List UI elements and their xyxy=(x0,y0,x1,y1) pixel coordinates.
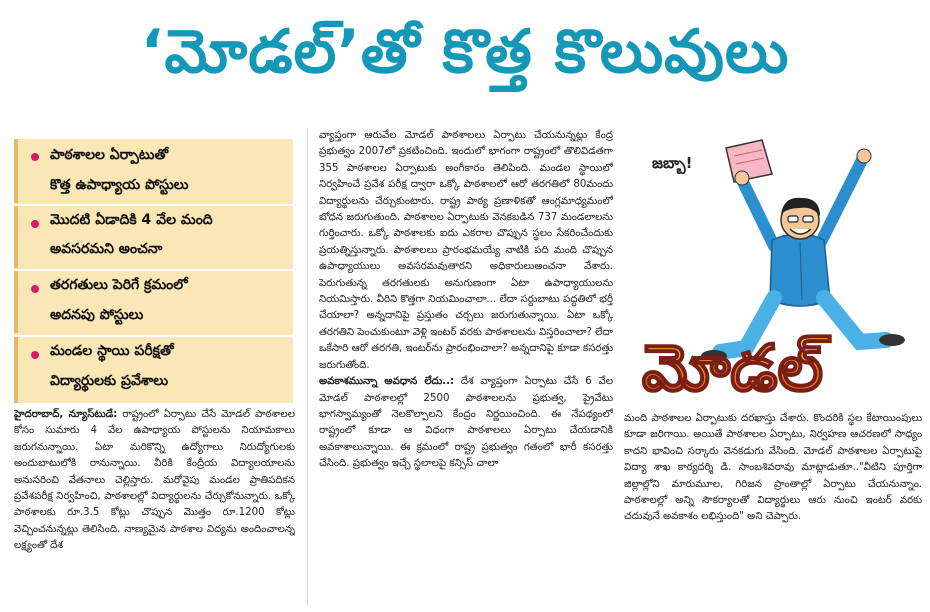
exclaim-text: జబ్బా! xyxy=(652,154,693,172)
highlights-box xyxy=(14,139,293,403)
highlight-item xyxy=(14,271,293,333)
model-word: మోడల్ xyxy=(642,332,823,405)
article-text: రాష్ట్రంలో ఏర్పాటు చేసే మోడల్ పాఠశాలల కోసం సుమారు 4 వేల ఉపాధ్యాయ పోస్టులను నియామకాలు జరుగనున్నాయి. ఏటా మరికొన్ని ఉద్యోగాలు నిరుద్యోగులకు అందుబాటులోకి రానున్నాయి. వీరికి కేంద్రీయ విద్యాలయాలను అనుసరించి వేతనాలు చెల్లిస్తారు. మరోవైపు మండల ప్రాతిపదికన ప్రవేశపరీక్ష నిర్వహించి, పాఠశాలల్లో విద్యార్థులను చేర్చుకోనున్నారు. ఒక్కో పాఠశాలకు రూ.3.5 కోట్లు చొప్పున మొత్తం రూ.1200 కోట్లు వెచ్చించనున్నట్లు తెలిసింది. నాణ్యమైన పాఠశాల విద్యను అందించాలన్న లక్ష్యంతో దేశ xyxy=(14,409,295,552)
article-column-1 xyxy=(14,407,295,607)
person-figure xyxy=(701,149,905,362)
column-divider xyxy=(307,128,308,606)
highlight-item xyxy=(14,139,293,203)
headline xyxy=(0,0,930,118)
bullet-icon xyxy=(31,351,39,359)
article-text: దేశ వ్యాప్తంగా ఏర్పాటు చేసే 6 వేల మోడల్ పాఠశాలల్లో 2500 పాఠశాలలను ప్రభుత్వ, ప్రైవేటు భాగస్వామ్యంతో నెలకొల్పాలని కేంద్రం నిర్ణయించింది. ఈ నేపథ్యంలో రాష్ట్రంలో కూడా ఆ విధంగా పాఠశాలలు ఏర్పాటు చేయడానికి అవకాశాలున్నాయి. ఈ క్రమంలో రాష్ట్ర ప్రభుత్వం గతంలో భారీ కసరత్తు చేసింది. ప్రభుత్వం ఇచ్చే స్థలాలపై కన్సిస్ చాలా xyxy=(319,376,613,470)
highlight-line: మండల స్థాయి పరీక్షతో xyxy=(50,343,174,359)
article-column-3 xyxy=(624,411,922,607)
highlight-item xyxy=(14,337,293,403)
highlight-line: విద్యార్థులకు ప్రవేశాలు xyxy=(50,373,169,389)
highlight-line: మొదటి ఏడాదికి 4 వేల మంది xyxy=(50,212,213,228)
subheading: అవకాశమున్నా అవధాన లేదు..: xyxy=(319,376,455,388)
bullet-icon xyxy=(31,285,39,293)
bullet-icon xyxy=(31,153,39,161)
bullet-icon xyxy=(31,220,39,228)
highlight-line: కొత్త ఉపాధ్యాయ పోస్టులు xyxy=(50,177,189,193)
highlight-line: అదనపు పోస్టులు xyxy=(50,307,144,323)
headline-text: ‘మోడల్’తో కొత్త కొలువులు xyxy=(140,17,790,87)
article-column-2 xyxy=(319,128,613,607)
dateline: హైదరాబాద్, న్యూస్‌టుడే: xyxy=(14,409,118,420)
model-cartoon xyxy=(624,128,922,405)
article-text: వ్యాప్తంగా ఆరువేల మోడల్ పాఠశాలలు ఏర్పాటు చేయనున్నట్లు కేంద్ర ప్రభుత్వం 2007లో ప్రకటించింది. ఇందులో భాగంగా రాష్ట్రంలో తొలివిడతగా 355 పాఠశాలల ఏర్పాటుకు అంగీకారం తెలిపింది. మండల స్థాయిలో నిర్వహించే ప్రవేశ పరీక్ష ద్వారా ఒక్కో పాఠశాలలో ఆరో తరగతిలో 80మందు విద్యార్థులను చేర్చుకుంటారు. రాష్ట్ర పాఠ్య ప్రణాళికతో ఆంగ్లమాధ్యమంలో బోధన జరుగుతుంది. పాఠశాలల ఏర్పాటుకు వెనకబడిన 737 మండలాలను గుర్తించారు. ఒక్కో పాఠశాలకు ఐదు ఎకరాల చొప్పున స్థలం సేకరించేందుకు ప్రయత్నిస్తున్నారు. పాఠశాలలు ప్రారంభమయ్యే నాటికి పది మంది చొప్పున ఉపాధ్యాయులు అవసరమవుతారని అధికారులుఅంచనా వేశారు. పెరుగుతున్న తరగతులకు అనుగుణంగా ఏటా ఉపాధ్యాయులను నియమిస్తారు. వీరిని కొత్తగా నియమించాలా... లేదా సర్దుబాటు పద్ధతిలో భర్తీ చేయాలా? అన్నదానిపై ప్రస్తుతం చర్చలు జరుగుతున్నాయి. ఏటా ఒక్కో తరగతిని పెంచుకుంటూ వెళ్లి ఇంటర్ వరకు పాఠశాలలను విస్తరించాలా? లేదా ఒకేసారి ఆరో తరగతి, ఇంటర్‌ను ప్రారంభించాలా? అన్నదానిపై కూడా కసరత్తు జరుగుతోంది. xyxy=(319,130,613,371)
article-text: మంది పాఠశాలల ఏర్పాటుకు దరఖాస్తు చేశారు. కొందరికి స్థల కేటాయింపులు కూడా జరిగాయి. అయితే పాఠశాలల ఏర్పాటు, నిర్వహణ ఆచరణలో సాధ్యం కాదని భావించి సర్కారు వెనకడుగు వేసింది. మోడల్ పాఠశాలల ఏర్పాటుపై విద్యా శాఖ కార్యదర్శి డి. సాంబశివరావు మాట్లాడుతూ.."వీటిని పూర్తిగా జిల్లాల్లోని మారుమూల, గిరిజన ప్రాంతాల్లో ఏర్పాటు చేయనున్నాం. పాఠశాలల్లో అన్ని సౌకర్యాలతో విద్యార్థులు ఆరు నుంచి ఇంటర్ వరకు చదువునే అవకాశం లభిస్తుంది" అని చెప్పారు. xyxy=(624,413,922,523)
highlight-item xyxy=(14,206,293,268)
highlight-line: అవసరమని అంచనా xyxy=(50,241,163,257)
highlight-line: తరగతులు పెరిగే క్రమంలో xyxy=(50,277,188,293)
highlight-line: పాఠశాలల ఏర్పాటుతో xyxy=(50,147,169,163)
cartoon-illustration xyxy=(624,128,922,405)
